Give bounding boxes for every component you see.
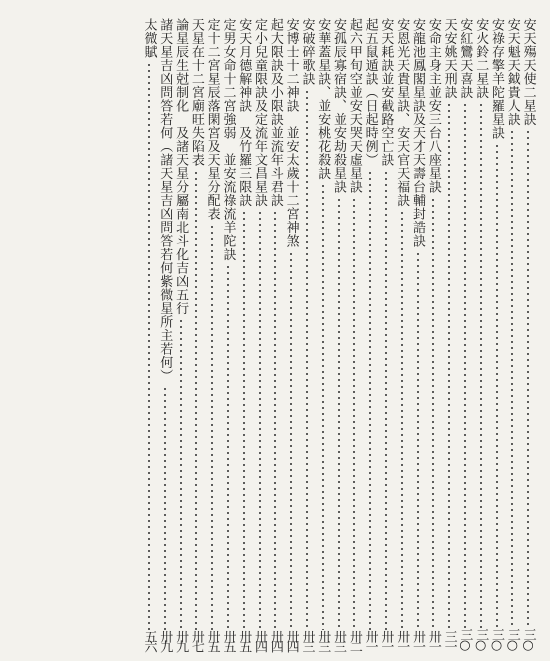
toc-entry-page: 卅五 bbox=[220, 630, 236, 650]
toc-entry-title: 起五鼠遁訣（日起時例） bbox=[362, 18, 378, 167]
toc-entry-page: 三○ bbox=[473, 628, 489, 650]
toc-entry-page: 卅三 bbox=[331, 630, 347, 650]
dot-leader bbox=[322, 183, 324, 630]
dot-leader bbox=[338, 197, 340, 631]
toc-entry-title: 天星在十二宮廟旺失陷表 bbox=[188, 18, 204, 167]
toc-entry bbox=[346, 18, 362, 650]
dot-leader bbox=[195, 170, 197, 631]
toc-entry bbox=[173, 18, 189, 650]
toc-entry-page: 卅一 bbox=[410, 630, 426, 650]
toc-entry-page: 卅一 bbox=[425, 630, 441, 650]
dot-leader bbox=[480, 102, 482, 628]
toc-entry-title: 安華蓋星訣、並安桃花殺訣 bbox=[315, 18, 331, 180]
toc-entry-title: 安博士十二神訣 並安太歲十二宮神煞 bbox=[283, 18, 299, 248]
toc-entry bbox=[252, 18, 268, 650]
toc-entry-page: 三○ bbox=[457, 628, 473, 650]
toc-entry-title: 安天耗訣並安截路空亡訣 bbox=[378, 18, 394, 167]
dot-leader bbox=[274, 210, 276, 630]
toc-entry-page: 三○ bbox=[489, 628, 504, 650]
toc-entry-title: 起六甲旬空並安天哭天虛星訣 bbox=[346, 18, 362, 194]
dot-leader bbox=[227, 264, 229, 630]
toc-entry-title: 安破碎歌訣 bbox=[299, 18, 315, 86]
toc-entry bbox=[204, 18, 220, 650]
toc-entry-title: 天安姚天刑訣 bbox=[441, 18, 457, 99]
toc-entry-page: 五六 bbox=[141, 630, 157, 650]
toc-entry bbox=[504, 18, 520, 650]
toc-entry-title: 安恩光天貴星訣、安天官天福訣 bbox=[394, 18, 410, 207]
toc-entry bbox=[267, 18, 283, 650]
toc-entry bbox=[141, 18, 157, 650]
dot-leader bbox=[306, 89, 308, 631]
toc-entry-title: 起大限訣及小限訣並流年斗君訣 bbox=[267, 18, 283, 207]
toc-entry-title: 安天月德解神訣 及竹羅三限訣 bbox=[236, 18, 252, 207]
dot-leader bbox=[180, 318, 182, 630]
toc-entry-page: 卅三 bbox=[315, 630, 331, 650]
toc-entry bbox=[425, 18, 441, 650]
toc-entry-page: 卅三 bbox=[299, 630, 315, 650]
dot-leader bbox=[401, 210, 403, 630]
toc-entry-title: 安火鈴二星訣 bbox=[473, 18, 489, 99]
toc-entry bbox=[520, 18, 536, 650]
toc-entry-title: 安紅鸞天喜訣 bbox=[457, 18, 473, 99]
toc-entry-page: 卅七 bbox=[188, 630, 204, 650]
toc-entry bbox=[410, 18, 426, 650]
toc-entry-title: 定男女命十二宮強弱 並安流祿流羊陀訣 bbox=[220, 18, 236, 261]
dot-leader bbox=[464, 102, 466, 628]
toc-entry-page: 卅一 bbox=[362, 630, 378, 650]
toc-entry bbox=[157, 18, 173, 650]
toc-entry-page: 三○ bbox=[520, 628, 536, 650]
dot-leader bbox=[259, 210, 261, 630]
dot-leader bbox=[527, 129, 529, 628]
toc-entry-page: 卅四 bbox=[252, 630, 268, 650]
toc-entry-page: 卅二 bbox=[346, 630, 362, 650]
toc-entry-page: 卅五 bbox=[236, 630, 252, 650]
toc-entry-title: 安天魁天鉞貴人訣 bbox=[504, 18, 520, 126]
toc-entry-page: 卅九 bbox=[173, 630, 189, 650]
toc-entry bbox=[489, 18, 505, 650]
dot-leader bbox=[496, 143, 498, 629]
toc-entry-title: 安祿存擎羊陀羅星訣 bbox=[489, 18, 504, 140]
toc-entry-page: 卅四 bbox=[267, 630, 283, 650]
toc-entry bbox=[441, 18, 457, 650]
dot-leader bbox=[290, 251, 292, 631]
toc-entry-page: 三○ bbox=[504, 628, 520, 650]
toc-entry-title: 太微賦 bbox=[141, 18, 157, 59]
toc-entry-page: 卅四 bbox=[283, 630, 299, 650]
table-of-contents bbox=[141, 18, 536, 650]
toc-entry bbox=[220, 18, 236, 650]
toc-entry-title: 安孤辰寡宿訣、並安劫殺星訣 bbox=[331, 18, 347, 194]
toc-entry bbox=[299, 18, 315, 650]
dot-leader bbox=[369, 170, 371, 631]
toc-entry-page: 卅一 bbox=[394, 630, 410, 650]
toc-entry-title: 論星辰生尅制化 及諸天星分屬南北斗化吉凶五行 bbox=[173, 18, 189, 315]
toc-entry bbox=[473, 18, 489, 650]
toc-entry-page: 三一 bbox=[441, 630, 457, 650]
toc-entry-title: 安命主身主並安三台八座星訣 bbox=[425, 18, 441, 194]
toc-entry bbox=[378, 18, 394, 650]
toc-entry-title: 諸天星吉凶問答若何（諸天星吉凶問答若何紫微星所主若何） bbox=[157, 18, 173, 383]
dot-leader bbox=[148, 62, 150, 631]
toc-entry bbox=[188, 18, 204, 650]
toc-entry-page: 卅一 bbox=[378, 630, 394, 650]
toc-entry-title: 安天殤天使二星訣 bbox=[520, 18, 536, 126]
dot-leader bbox=[448, 102, 450, 630]
dot-leader bbox=[511, 129, 513, 628]
dot-leader bbox=[353, 197, 355, 631]
dot-leader bbox=[164, 386, 166, 631]
toc-entry bbox=[362, 18, 378, 650]
dot-leader bbox=[432, 197, 434, 631]
toc-entry-page: 卅九 bbox=[157, 630, 173, 650]
toc-entry-title: 定小兒童限訣及定流年文昌星訣 bbox=[252, 18, 268, 207]
toc-entry bbox=[236, 18, 252, 650]
toc-entry-title: 定十二宮星辰落閑宮及天星分配表 bbox=[204, 18, 220, 221]
toc-entry-page: 卅五 bbox=[204, 630, 220, 650]
dot-leader bbox=[243, 210, 245, 630]
dot-leader bbox=[417, 251, 419, 631]
toc-entry-title: 安龍池鳳閣星訣及天才天壽台輔封誥訣 bbox=[410, 18, 426, 248]
dot-leader bbox=[385, 170, 387, 631]
toc-entry bbox=[315, 18, 331, 650]
toc-entry bbox=[457, 18, 473, 650]
toc-entry bbox=[283, 18, 299, 650]
dot-leader bbox=[211, 224, 213, 631]
toc-entry bbox=[394, 18, 410, 650]
toc-entry bbox=[331, 18, 347, 650]
